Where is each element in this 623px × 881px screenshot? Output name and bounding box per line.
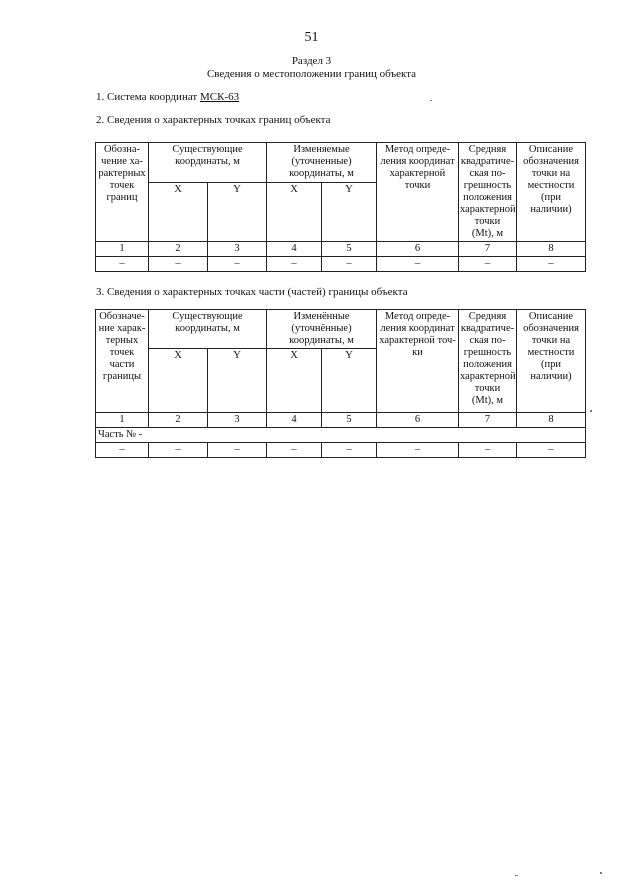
column-number: 7 [459, 242, 517, 257]
header-method: Метод опреде- ления координат характерной точки [377, 143, 459, 242]
column-number: 6 [377, 242, 459, 257]
column-number: 4 [267, 242, 322, 257]
header-changed-coords: Изменённые (уточнённые) координаты, м [267, 310, 377, 349]
column-number: 6 [377, 413, 459, 428]
section-heading [0, 55, 623, 81]
table-cell: – [267, 443, 322, 458]
column-number: 1 [96, 413, 149, 428]
table-cell: – [517, 257, 586, 272]
item3-heading: 3. Сведения о характерных точках части (частей) границы объекта [96, 286, 408, 298]
column-number: 7 [459, 413, 517, 428]
table-cell: – [96, 257, 149, 272]
header-error: Средняя квадратиче- ская по- грешность положения характерной точки (Mt), м [459, 310, 517, 413]
scan-speck [590, 410, 592, 412]
column-number: 5 [322, 242, 377, 257]
section-title: Сведения о местоположении границ объекта [206, 68, 417, 80]
header-y2: Y [322, 349, 377, 413]
header-point: Обозна- чение ха- рактерных точек границ [96, 143, 149, 242]
scan-speck [600, 872, 602, 874]
table-cell: – [267, 257, 322, 272]
header-point: Обозначе- ние харак- терных точек части границы [96, 310, 149, 413]
scan-speck [430, 100, 432, 101]
page-number: 51 [304, 30, 319, 45]
column-number: 8 [517, 413, 586, 428]
coordinate-system-line [96, 91, 239, 103]
part-label: Часть № - [96, 428, 586, 443]
column-number: 8 [517, 242, 586, 257]
column-number: 2 [149, 242, 208, 257]
table-cell: – [459, 443, 517, 458]
table-cell: – [149, 443, 208, 458]
table-cell: – [322, 443, 377, 458]
column-number: 1 [96, 242, 149, 257]
header-description: Описание обозначения точки на местности (при наличии) [517, 310, 586, 413]
column-number: 4 [267, 413, 322, 428]
header-existing-coords: Существующие координаты, м [149, 143, 267, 183]
header-description: Описание обозначения точки на местности (при наличии) [517, 143, 586, 242]
header-y2: Y [322, 183, 377, 242]
column-number: 5 [322, 413, 377, 428]
header-x2: X [267, 183, 322, 242]
table-cell: – [96, 443, 149, 458]
part-boundary-points-table [95, 309, 586, 458]
section-label: Раздел 3 [291, 55, 332, 67]
column-number: 3 [208, 242, 267, 257]
header-x2: X [267, 349, 322, 413]
header-changed-coords: Изменяемые (уточненные) координаты, м [267, 143, 377, 183]
table-cell: – [377, 257, 459, 272]
column-number: 2 [149, 413, 208, 428]
table-cell: – [517, 443, 586, 458]
header-y: Y [208, 183, 267, 242]
header-y: Y [208, 349, 267, 413]
table-cell: – [208, 257, 267, 272]
table-cell: – [149, 257, 208, 272]
boundary-points-table [95, 142, 586, 272]
table-cell: – [459, 257, 517, 272]
table-cell: – [377, 443, 459, 458]
coordinate-system-prefix: 1. Система координат [96, 91, 198, 103]
scan-speck [515, 875, 518, 876]
table-cell: – [322, 257, 377, 272]
item2-heading: 2. Сведения о характерных точках границ объекта [96, 114, 331, 126]
header-error: Средняя квадратиче- ская по- грешность положения характерной точки (Mt), м [459, 143, 517, 242]
table-cell: – [208, 443, 267, 458]
column-number: 3 [208, 413, 267, 428]
header-method: Метод опреде- ления координат характерной точ- ки [377, 310, 459, 413]
header-existing-coords: Существующие координаты, м [149, 310, 267, 349]
coordinate-system-value: МСК-63 [199, 91, 240, 103]
header-x: X [149, 183, 208, 242]
header-x: X [149, 349, 208, 413]
